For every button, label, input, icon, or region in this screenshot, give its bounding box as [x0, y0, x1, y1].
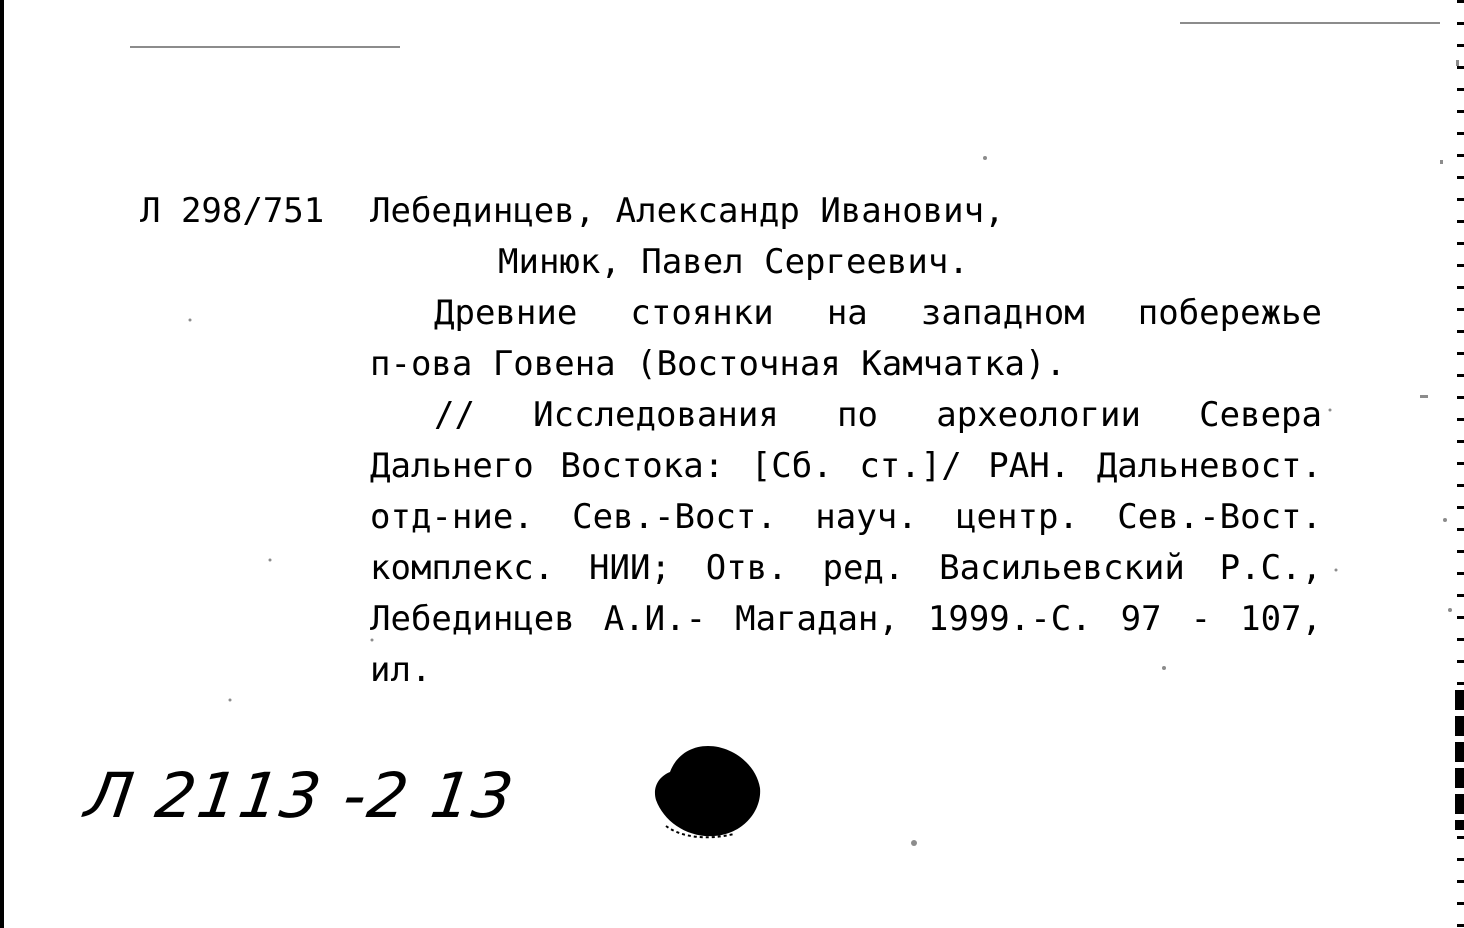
source-line-5: Лебединцев А.И.- Магадан, 1999.-С. 97 - 107, — [370, 599, 1322, 639]
card-left-border — [0, 0, 4, 928]
source-line-6: ил. — [370, 650, 432, 690]
source-line-4: комплекс. НИИ; Отв. ред. Васильевский Р.С., — [370, 548, 1322, 588]
shelf-mark: Л 298/751 — [140, 191, 325, 231]
source-line-2: Дальнего Востока: [Сб. ст.]/ РАН. Дальневост. — [370, 446, 1322, 486]
title-line-2: п-ова Говена (Восточная Камчатка). — [370, 344, 1066, 384]
card-edge-marks — [1455, 690, 1464, 830]
source-line-3: отд-ние. Сев.-Вост. науч. центр. Сев.-Вост. — [370, 497, 1322, 537]
handwritten-call-number: Л 2113 -2 13 — [80, 759, 520, 832]
punch-hole-icon — [652, 742, 764, 840]
source-line-1: // Исследования по археологии Севера — [434, 395, 1322, 435]
author-secondary: Минюк, Павел Сергеевич. — [498, 242, 969, 282]
bibliographic-record — [370, 186, 1322, 696]
author-primary: Лебединцев, Александр Иванович, — [370, 191, 1005, 231]
title-line-1: Древние стоянки на западном побережье — [434, 293, 1322, 333]
